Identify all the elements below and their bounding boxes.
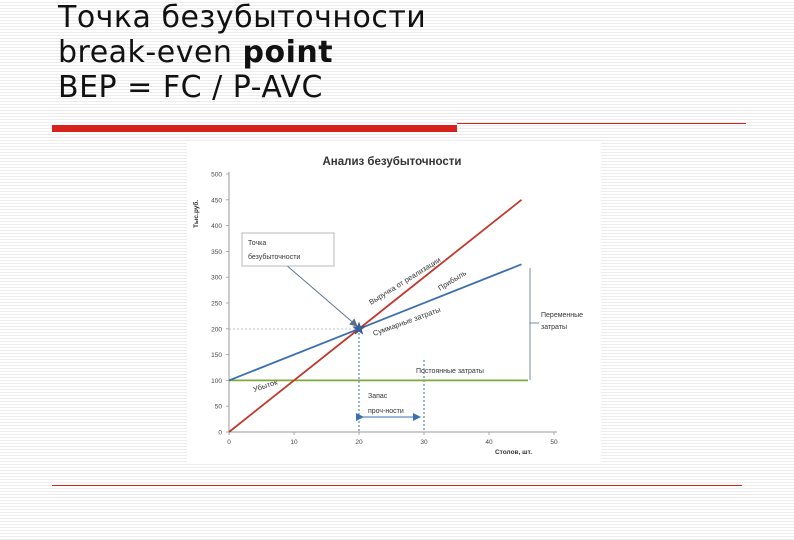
x-tick-label: 0 xyxy=(227,439,231,446)
x-axis-label: Столов, шт. xyxy=(494,449,532,456)
title-english xyxy=(58,35,426,70)
bep-label-line1: Точка xyxy=(248,240,267,247)
y-tick-label: 100 xyxy=(211,377,222,385)
bep-label-line2: безубыточности xyxy=(248,254,301,261)
break-even-chart xyxy=(187,142,601,464)
title-formula: BEP = FC / P-AVC xyxy=(58,70,323,105)
total-cost-line xyxy=(229,264,522,380)
title-russian: Точка безубыточности xyxy=(58,0,427,35)
profit-label: Прибыль xyxy=(436,268,468,293)
title-underline-thick xyxy=(52,125,457,132)
y-tick-label: 50 xyxy=(214,403,222,411)
total-cost-label: Суммарные затраты xyxy=(371,304,442,338)
variable-cost-label-line2: затраты xyxy=(541,324,568,331)
margin-label-line1: Запас xyxy=(368,393,388,400)
y-tick-label: 450 xyxy=(211,197,222,205)
title-english-bold: point xyxy=(242,35,334,70)
loss-label: Убыток xyxy=(251,377,279,394)
y-tick-label: 200 xyxy=(211,326,222,334)
bep-label-box xyxy=(242,233,334,266)
y-tick-label: 400 xyxy=(211,223,222,231)
footer-rule xyxy=(52,485,742,486)
chart-title: Анализ безубыточности xyxy=(322,156,462,168)
revenue-label: Выручка от реализации xyxy=(367,255,443,307)
y-axis-label: Тыс.руб. xyxy=(193,199,200,228)
y-tick-group xyxy=(211,172,229,437)
x-tick-label: 30 xyxy=(420,439,428,446)
slide-title xyxy=(58,0,426,105)
y-tick-label: 350 xyxy=(211,248,222,256)
title-underline-thin xyxy=(457,123,746,124)
title-english-regular: break-even xyxy=(58,35,243,70)
chart-container xyxy=(187,142,601,464)
fixed-cost-label: Постоянные затраты xyxy=(416,368,484,375)
x-tick-group xyxy=(227,432,558,446)
x-tick-label: 50 xyxy=(550,439,558,446)
y-tick-label: 300 xyxy=(211,274,222,282)
margin-label-line2: проч-ности xyxy=(368,408,404,415)
y-tick-label: 0 xyxy=(218,429,222,437)
y-tick-label: 250 xyxy=(211,300,222,308)
bep-callout-line xyxy=(285,264,357,326)
y-tick-label: 500 xyxy=(211,171,222,179)
x-tick-label: 20 xyxy=(355,439,363,446)
y-tick-label: 150 xyxy=(211,352,222,360)
x-tick-label: 40 xyxy=(485,439,493,446)
x-tick-label: 10 xyxy=(290,439,298,446)
variable-cost-label-line1: Переменные xyxy=(541,312,584,319)
